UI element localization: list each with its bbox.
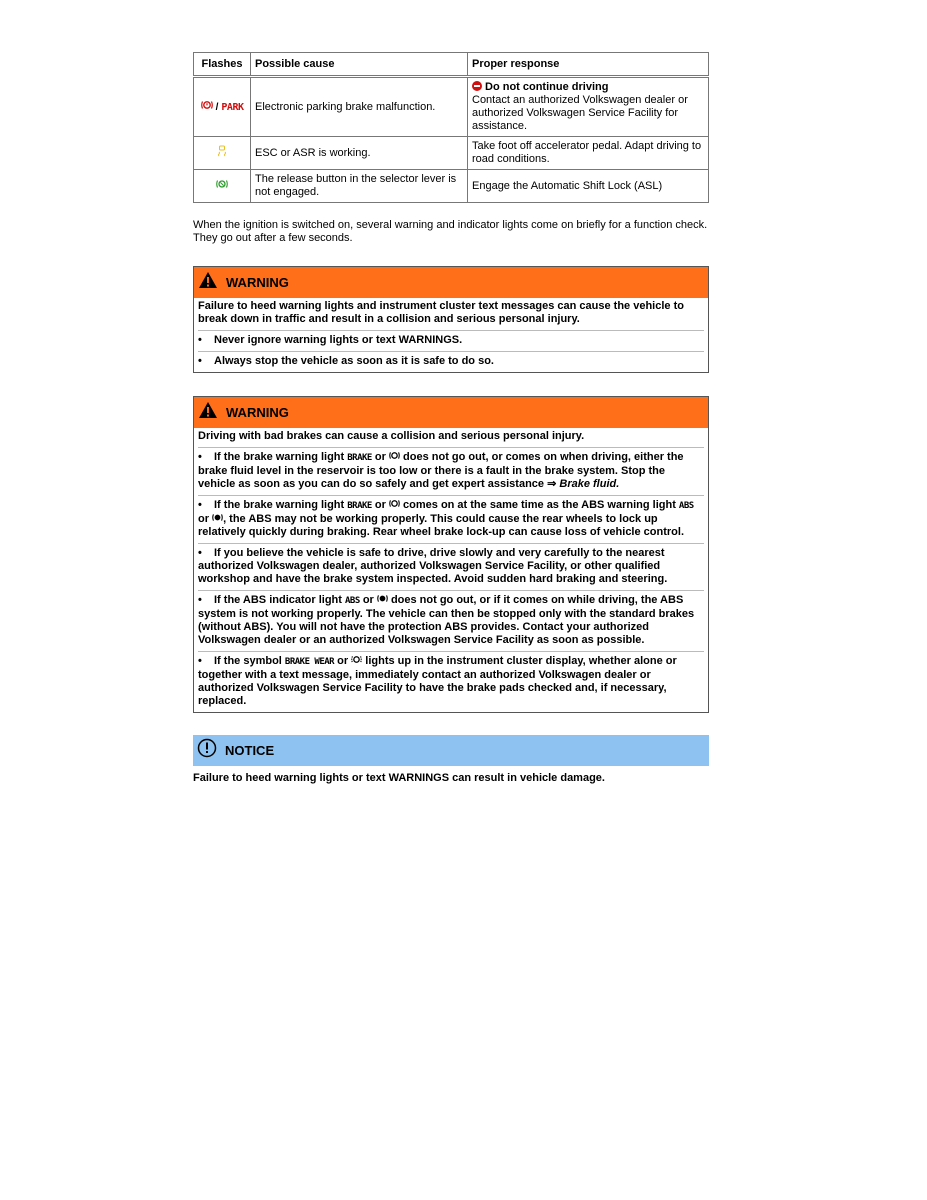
warning-triangle-icon [198,271,218,294]
table-header-row [194,53,709,77]
col-header-cause: Possible cause [251,53,468,77]
warning-header [194,267,708,298]
warning-bullet: • If the brake warning light BRAKE or does not go out, or comes on when driving, either the brake fluid level in the reservoir is too low or there is a fault in the brake system. Stop the vehicle as soon as you can do so safely and get expert assistance ⇒ Brake fluid. [198,451,684,490]
response-cell: Take foot off accelerator pedal. Adapt driving to road conditions. [468,137,709,170]
cause-cell: ESC or ASR is working. [251,137,468,170]
brake-circle-icon [389,499,400,511]
cause-cell: The release button in the selector lever is not engaged. [251,170,468,203]
abs-text-icon: ABS [678,501,694,511]
esc-skid-icon [217,145,227,161]
warning-box-2 [193,396,709,713]
brake-fluid-link[interactable]: Brake fluid. [559,478,620,490]
warning-body [194,298,708,372]
park-text-icon: PARK [221,101,244,113]
icon-separator: / [215,101,219,113]
shift-lock-icon [216,179,228,193]
notice-text: Failure to heed warning lights or text WARNINGS can result in vehicle damage. [193,772,605,784]
abs-text-icon: ABS [345,596,360,606]
brake-text-icon: BRAKE [347,453,372,463]
warning-bullet: • If the brake warning light BRAKE or comes on at the same time as the ABS warning light ABS or , the ABS may not be working properly. This could cause the rear wheels to lock up relatively quickly during braking. Rear wheel brake lock-up can cause loss of vehicle control. [198,499,694,538]
table-row [194,77,709,137]
page-content [193,52,709,785]
response-cell [468,77,709,137]
warning-box-1 [193,266,709,373]
response-heading: Do not continue driving [485,81,609,93]
abs-circle-icon [212,513,223,525]
intro-paragraph: When the ignition is switched on, several warning and indicator lights come on briefly for a function check. They go out after a few seconds. [193,219,708,244]
brake-circle-icon [201,100,213,114]
cause-cell: Electronic parking brake malfunction. [251,77,468,137]
response-text: Contact an authorized Volkswagen dealer or authorized Volkswagen Service Facility for assistance. [472,94,688,132]
brake-circle-icon [389,451,400,463]
warning-bullet: • Never ignore warning lights or text WARNINGS. [198,334,463,346]
warning-lead: Driving with bad brakes can cause a collision and serious personal injury. [198,430,585,442]
flashes-cell [194,137,251,170]
notice-title: NOTICE [225,743,275,758]
warning-bullet: • Always stop the vehicle as soon as it is safe to do so. [198,355,494,367]
flashes-cell [194,77,251,137]
col-header-response: Proper response [468,53,709,77]
flashes-cell [194,170,251,203]
warning-bullet: • If the ABS indicator light ABS or does not go out, or if it comes on while driving, the ABS system is not working properly. The vehicle can then be stopped only with the standard brakes (without ABS). You will not have the protection ABS provides. Contact your authorized Volkswagen dealer or an authorized Volkswagen Service Facility as soon as possible. [198,594,695,646]
col-header-flashes: Flashes [194,53,251,77]
warning-bullet: • If the symbol BRAKE WEAR or lights up in the instrument cluster display, whether alone or together with a text message, immediately contact an authorized Volkswagen dealer or authorized Volkswagen Service Facility to have the brake pads checked and, if necessary, replaced. [198,655,677,707]
brake-wear-text-icon: BRAKE WEAR [284,657,335,667]
table-row [194,137,709,170]
warning-title: WARNING [226,275,289,290]
response-cell: Engage the Automatic Shift Lock (ASL) [468,170,709,203]
abs-circle-icon [377,594,388,606]
warning-body [194,428,708,712]
warning-lead: Failure to heed warning lights and instrument cluster text messages can cause the vehicle to break down in traffic and result in a collision and serious personal injury. [198,300,684,325]
warning-bullet: • If you believe the vehicle is safe to drive, drive slowly and very carefully to the nearest authorized Volkswagen dealer, authorized Volkswagen Service Facility, or other qualified workshop and have the brake system inspected. Avoid sudden hard braking and steering. [198,547,668,585]
brake-text-icon: BRAKE [347,501,372,511]
brake-pad-icon [351,655,362,667]
table-row [194,170,709,203]
warning-triangle-icon [198,401,218,424]
warning-title: WARNING [226,405,289,420]
warning-header [194,397,708,428]
stop-icon [472,81,482,91]
notice-header [193,735,709,766]
indicator-lights-table [193,52,709,203]
notice-exclamation-icon [197,738,217,763]
